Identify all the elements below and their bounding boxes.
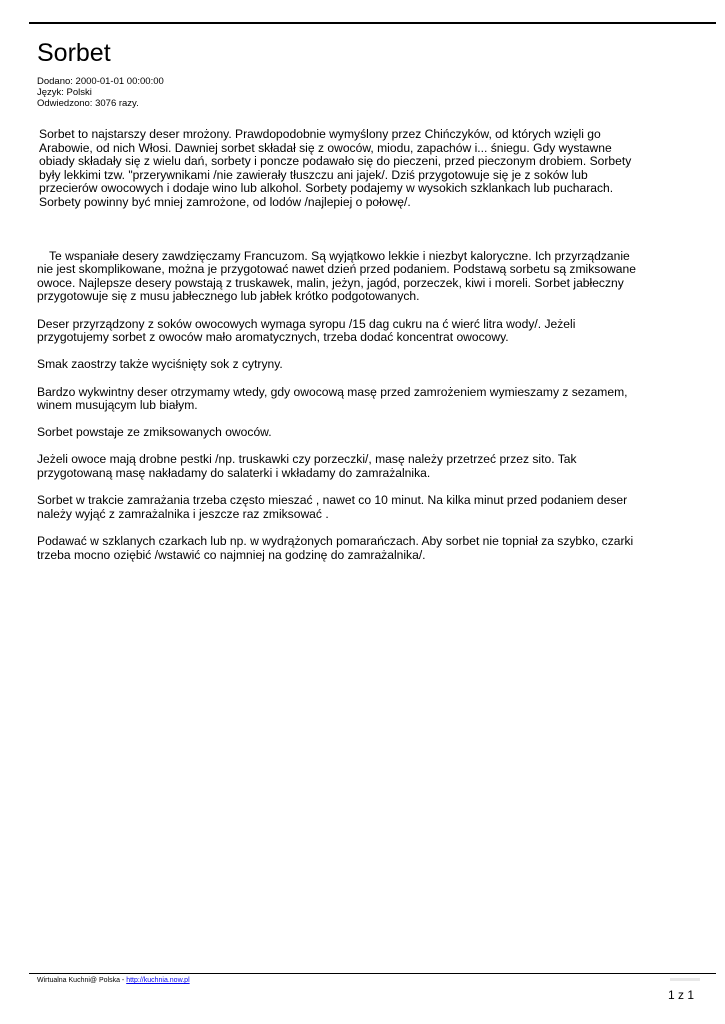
page-number: 1 z 1	[668, 988, 695, 1002]
visit-count: Odwiedzono: 3076 razy.	[37, 98, 139, 109]
site-name: Wirtualna Kuchni@ Polska -	[37, 977, 127, 984]
paragraph: Sorbet powstaje ze zmiksowanych owoców.	[37, 425, 272, 440]
paragraph: Sorbet w trakcie zamrażania trzeba często mieszać , nawet co 10 minut. Na kilka minut przed podaniem deser należy wyjąć z zamrażalnika i jeszcze raz zmiksować .	[37, 493, 628, 521]
paragraph: Sorbet to najstarszy deser mrożony. Prawdopodobnie wymyślony przez Chińczyków, od których wzięli go Arabowie, od nich Włosi. Dawniej sorbet składał się z owoców, miodu, zapachów i... śniegu. Gdy wystawne obiady składały się z wielu dań, sorbety i poncze podawało się do pieczeni, przed pieczonym drobiem. Sorbety były lekkimi tzw. "przerywnikami /nie zawierały tłuszczu ani jajek/. Dziś przygotowuje się je z soków lub przecierów owocowych i dodaje wino lub alkohol. Sorbety podajemy w wysokich szklankach lub pucharach. Sorbety powinny być mniej zamrożone, od lodów /najlepiej o połowę/.	[39, 127, 632, 209]
article-meta	[37, 76, 164, 109]
language: Język: Polski	[37, 87, 92, 98]
page-title: Sorbet	[37, 39, 111, 67]
paragraph: Bardzo wykwintny deser otrzymamy wtedy, gdy owocową masę przed zamrożeniem wymieszamy z sezamem, winem musującym lub białym.	[37, 384, 628, 413]
footer-credit	[37, 976, 190, 985]
footer-faint-mark	[670, 978, 700, 981]
paragraph: Podawać w szklanych czarkach lub np. w wydrążonych pomarańczach. Aby sorbet nie topniał za szybko, czarki trzeba mocno oziębić /wstawić co najmniej na godzinę do zamrażalnika/.	[37, 534, 634, 562]
paragraph	[37, 250, 637, 304]
footer-divider	[29, 973, 716, 974]
paragraph: Smak zaostrzy także wyciśnięty sok z cytryny.	[37, 357, 283, 372]
paragraph-text: Te wspaniałe desery zawdzięczamy Francuzom. Są wyjątkowo lekkie i niezbyt kaloryczne. Ich przyrządzanie nie jest skomplikowane, można je przygotować nawet dzień przed podaniem. Podstawą sorbetu są zmiksowane owoce. Najlepsze desery powstają z truskawek, malin, jeżyn, jagód, porzeczek, kiwi i moreli. Sorbet jabłeczny przygotowuje się z musu jabłecznego lub jabłek krótko podgotowanych.	[37, 248, 636, 304]
paragraph: Jeżeli owoce mają drobne pestki /np. truskawki czy porzeczki/, masę należy przetrzeć przez sito. Tak przygotowaną masę nakładamy do salaterki i wkładamy do zamrażalnika.	[37, 452, 577, 481]
site-link[interactable]: http://kuchnia.now.pl	[126, 977, 190, 984]
added-date: Dodano: 2000-01-01 00:00:00	[37, 76, 164, 87]
article-body	[37, 128, 637, 562]
paragraph: Deser przyrządzony z soków owocowych wymaga syropu /15 dag cukru na ć wierć litra wody/. Jeżeli przygotujemy sorbet z owoców mało aromatycznych, trzeba dodać koncentrat owocowy.	[37, 316, 576, 345]
top-divider	[29, 22, 716, 24]
